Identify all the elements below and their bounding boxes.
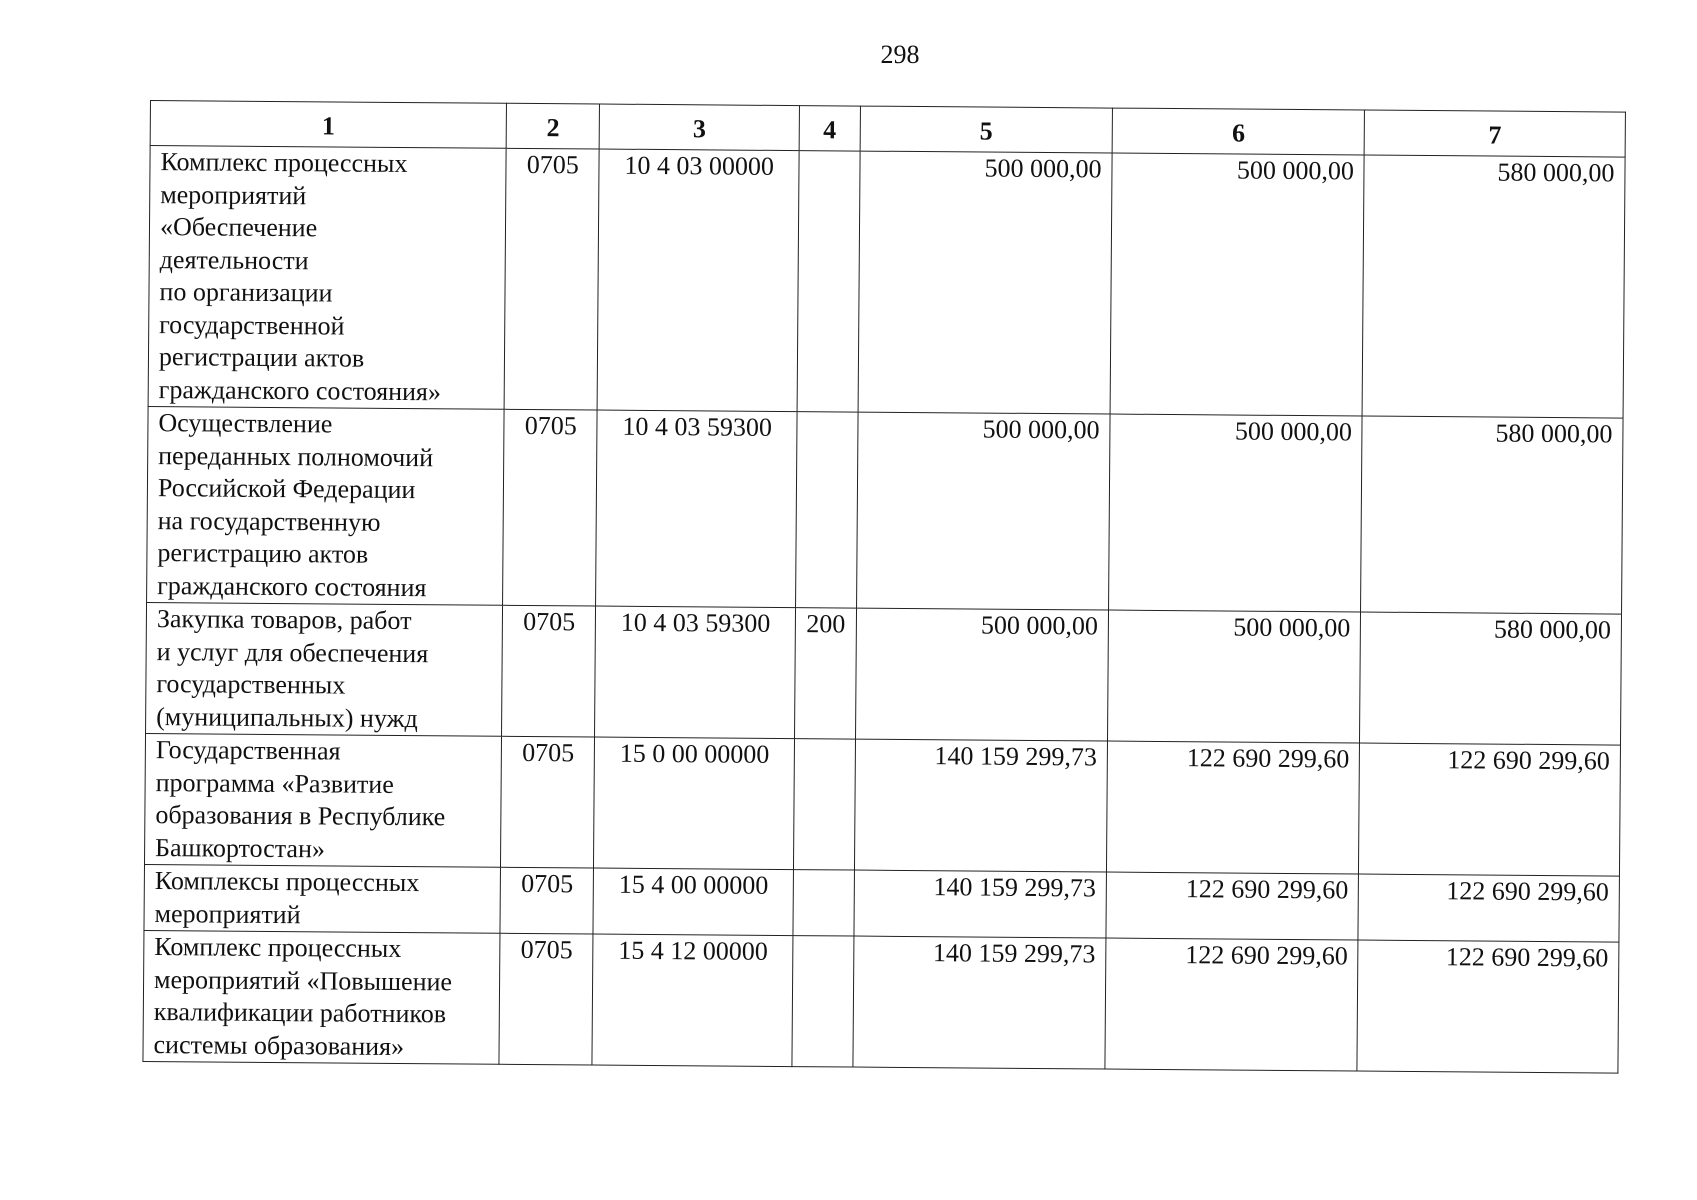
column-header-5: 5 [860,106,1113,153]
table-row [144,864,1619,942]
row-name-line: Комплекс процессных [154,932,402,963]
row-name-line: по организации [159,277,333,308]
column-header-4: 4 [799,106,860,151]
row-name-line: на государственную [157,505,381,537]
row-name-cell [144,864,501,933]
section-code-cell: 0705 [501,736,595,868]
table-row [143,930,1619,1073]
section-code-cell: 0705 [502,605,596,737]
row-name-line: регистрацию актов [157,538,369,569]
target-code-cell: 10 4 03 00000 [597,149,799,412]
row-name-line: и услуг для обеспечения [156,636,429,668]
amount-col6-cell: 122 690 299,60 [1105,938,1358,1071]
page-number: 298 [880,40,920,69]
column-header-6: 6 [1112,108,1365,155]
column-header-7: 7 [1365,110,1626,157]
table-row [147,406,1623,614]
amount-col5-cell: 500 000,00 [858,151,1112,414]
row-name-line: государственных [156,669,346,700]
amount-col5-cell: 500 000,00 [856,412,1110,610]
table-row [146,602,1622,745]
target-code-cell: 10 4 03 59300 [596,410,797,608]
row-name-cell [148,146,506,410]
target-code-cell: 15 0 00 00000 [594,737,795,870]
expense-kind-cell [793,870,854,936]
table-row [148,146,1625,419]
amount-col5-cell: 140 159 299,73 [854,870,1107,938]
expense-kind-cell [794,739,856,870]
row-name-cell [146,602,503,736]
row-name-line: Российской Федерации [157,473,416,505]
table-row [144,733,1620,876]
row-name-cell [144,733,501,867]
amount-col5-cell: 140 159 299,73 [854,739,1107,872]
row-name-line: «Обеспечение [159,212,318,243]
section-code-cell: 0705 [503,409,597,606]
row-name-line: государственной [159,309,345,341]
section-code-cell: 0705 [499,933,593,1065]
expense-kind-cell: 200 [795,608,857,739]
row-name-line: Закупка товаров, работ [156,604,412,636]
amount-col6-cell: 500 000,00 [1108,610,1361,743]
row-name-line: Государственная [155,735,341,766]
expense-kind-cell [797,151,860,412]
row-name-line: Башкортостан» [155,832,326,863]
row-name-line: Комплекс процессных [160,147,408,179]
target-code-cell: 15 4 00 00000 [593,868,793,936]
amount-col5-cell: 500 000,00 [855,608,1108,741]
column-header-2: 2 [507,103,600,149]
amount-col6-cell: 500 000,00 [1109,414,1363,612]
section-code-cell: 0705 [504,148,599,410]
row-name-line: гражданского состояния [157,570,427,602]
row-name-line: Осуществление [158,408,333,439]
amount-col6-cell: 122 690 299,60 [1106,872,1359,940]
amount-col5-cell: 140 159 299,73 [853,936,1106,1069]
row-name-line: мероприятий [160,179,307,210]
expense-kind-cell [792,936,854,1067]
amount-col7-cell: 122 690 299,60 [1359,743,1621,876]
row-name-line: квалификации работников [153,997,447,1029]
section-code-cell: 0705 [500,867,593,934]
row-name-line: программа «Развитие [155,767,394,799]
amount-col6-cell: 500 000,00 [1110,153,1364,416]
row-name-line: регистрации актов [158,342,365,373]
target-code-cell: 10 4 03 59300 [595,606,796,739]
row-name-line: мероприятий «Повышение [153,964,453,996]
row-name-line: системы образования» [153,1029,405,1061]
row-name-line: (муниципальных) нужд [156,701,418,733]
column-header-3: 3 [599,104,799,151]
amount-col6-cell: 122 690 299,60 [1107,741,1360,874]
amount-col7-cell: 580 000,00 [1363,155,1626,418]
amount-col7-cell: 122 690 299,60 [1357,940,1619,1073]
budget-table [142,100,1626,1074]
amount-col7-cell: 580 000,00 [1360,612,1622,745]
row-name-line: гражданского состояния» [158,374,442,406]
row-name-line: образования в Республике [155,800,446,832]
amount-col7-cell: 122 690 299,60 [1358,874,1619,942]
row-name-line: мероприятий [154,898,301,929]
amount-col7-cell: 580 000,00 [1361,416,1623,614]
target-code-cell: 15 4 12 00000 [592,934,793,1067]
row-name-cell [147,406,505,605]
row-name-line: Комплексы процессных [154,866,420,898]
expense-kind-cell [796,412,858,608]
row-name-cell [143,930,500,1064]
column-header-1: 1 [150,101,507,149]
row-name-line: деятельности [159,244,309,275]
row-name-line: переданных полномочий [158,440,434,472]
